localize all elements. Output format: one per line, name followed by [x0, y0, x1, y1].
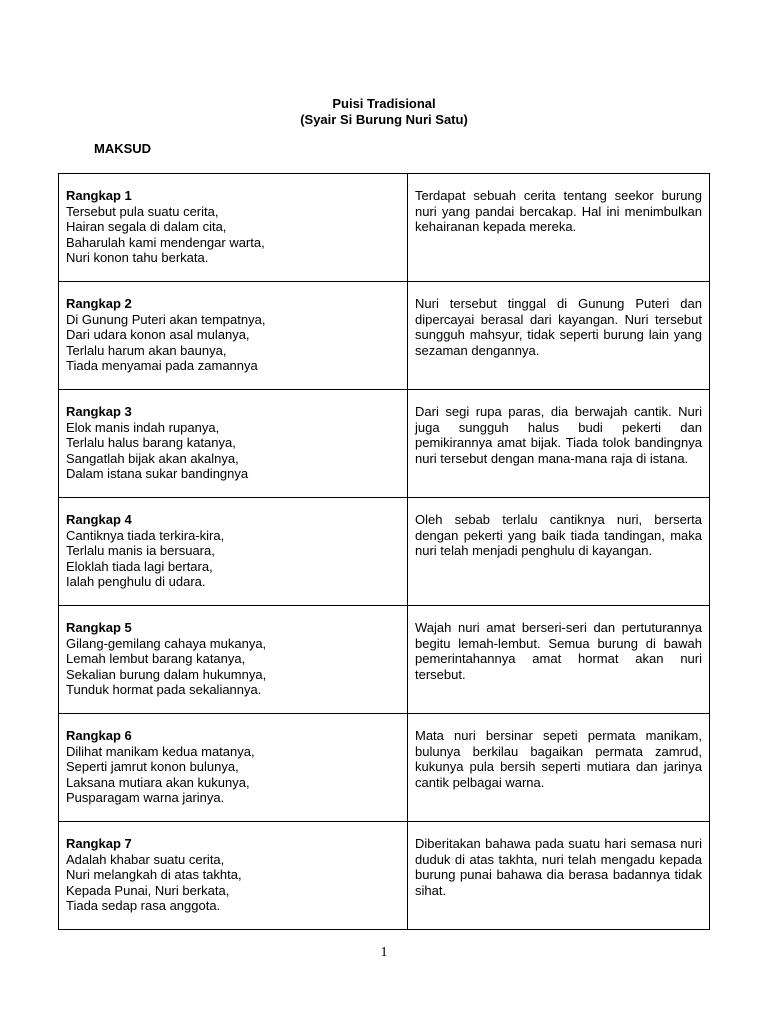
stanza-line: Dilihat manikam kedua matanya, [66, 743, 255, 759]
stanza-row [59, 390, 710, 498]
stanza-label: Rangkap 4 [66, 512, 132, 527]
stanza-line: Cantiknya tiada terkira-kira, [66, 527, 225, 543]
stanza-line: Nuri melangkah di atas takhta, [66, 867, 242, 882]
stanza-row [59, 282, 710, 390]
stanza-line: Elok manis indah rupanya, [66, 419, 220, 435]
stanza-text-cell [59, 498, 408, 606]
stanza-row [59, 498, 710, 606]
stanza-line: Eloklah tiada lagi bertara, [66, 558, 213, 574]
stanza-line: Terlalu harum akan baunya, [66, 342, 227, 358]
stanza-line: Tersebut pula suatu cerita, [66, 203, 219, 219]
stanza-label: Rangkap 6 [66, 728, 132, 743]
document-title: Puisi Tradisional [332, 96, 436, 111]
stanza-row [59, 174, 710, 282]
stanza-label: Rangkap 3 [66, 404, 132, 419]
stanza-line: Tiada menyamai pada zamannya [66, 358, 258, 373]
page-number: 1 [380, 945, 388, 960]
stanza-label: Rangkap 5 [66, 620, 132, 635]
stanza-text-cell [59, 390, 408, 498]
stanza-meaning-cell [408, 282, 710, 390]
stanza-line: Tiada sedap rasa anggota. [66, 898, 221, 913]
document-subtitle: (Syair Si Burung Nuri Satu) [300, 112, 468, 127]
stanza-line: Laksana mutiara akan kukunya, [66, 774, 250, 790]
stanza-line: Sekalian burung dalam hukumnya, [66, 666, 267, 682]
stanza-text-cell [59, 714, 408, 822]
stanza-text-cell [59, 606, 408, 714]
stanza-line: Dari udara konon asal mulanya, [66, 327, 250, 342]
stanza-meaning-cell [408, 390, 710, 498]
stanza-row [59, 714, 710, 822]
stanza-row [59, 606, 710, 714]
stanza-meaning-cell [408, 714, 710, 822]
stanza-label: Rangkap 1 [66, 188, 132, 203]
stanza-line: Tunduk hormat pada sekaliannya. [66, 682, 262, 697]
stanza-meaning: Dari segi rupa paras, dia berwajah cantik. Nuri juga sungguh halus budi pekerti dan pemikirannya amat bijak. Tiada tolok bandingnya nuri tersebut dengan mana-mana raja di istana. [415, 404, 702, 466]
section-heading: MAKSUD [94, 141, 152, 156]
stanza-text-cell [59, 822, 408, 930]
stanza-meaning: Nuri tersebut tinggal di Gunung Puteri dan dipercayai berasal dari kayangan. Nuri tersebut sungguh mahsyur, tidak seperti burung lain yang sezaman dengannya. [415, 296, 702, 358]
stanza-line: Hairan segala di dalam cita, [66, 219, 227, 234]
stanza-meaning-cell [408, 606, 710, 714]
stanza-line: Kepada Punai, Nuri berkata, [66, 882, 230, 898]
stanza-meaning-cell [408, 174, 710, 282]
stanza-line: Terlalu halus barang katanya, [66, 435, 236, 450]
stanza-meaning: Mata nuri bersinar sepeti permata manikam, bulunya berkilau bagaikan permata zamrud, kukunya pula bersih seperti mutiara dan jarinya cantik pelbagai warna. [415, 728, 702, 790]
stanza-line: Baharulah kami mendengar warta, [66, 234, 265, 250]
stanza-meaning: Oleh sebab terlalu cantiknya nuri, berserta dengan pekerti yang baik tiada tandingan, maka nuri telah menjadi penghulu di kayangan. [415, 512, 702, 558]
stanza-line: Gilang-gemilang cahaya mukanya, [66, 635, 267, 651]
stanza-meaning: Terdapat sebuah cerita tentang seekor burung nuri yang pandai bercakap. Hal ini menimbulkan kehairanan kepada mereka. [415, 188, 702, 234]
stanza-text-cell [59, 282, 408, 390]
stanza-meaning: Diberitakan bahawa pada suatu hari semasa nuri duduk di atas takhta, nuri telah mengadu kepada burung punai bahawa dia berasa badannya tidak sihat. [415, 836, 702, 898]
stanza-line: Ialah penghulu di udara. [66, 574, 206, 589]
stanza-label: Rangkap 7 [66, 836, 132, 851]
stanza-line: Dalam istana sukar bandingnya [66, 466, 249, 481]
stanza-text-cell [59, 174, 408, 282]
poem-table [58, 173, 710, 930]
stanza-line: Adalah khabar suatu cerita, [66, 851, 225, 867]
stanza-line: Terlalu manis ia bersuara, [66, 543, 215, 558]
stanza-row [59, 822, 710, 930]
stanza-line: Nuri konon tahu berkata. [66, 250, 209, 265]
stanza-line: Sangatlah bijak akan akalnya, [66, 450, 239, 466]
stanza-meaning: Wajah nuri amat berseri-seri dan pertuturannya begitu lemah-lembut. Semua burung di bawah pemerintahannya amat hormat akan nuri tersebut. [415, 620, 702, 682]
stanza-label: Rangkap 2 [66, 296, 132, 311]
stanza-meaning-cell [408, 498, 710, 606]
stanza-meaning-cell [408, 822, 710, 930]
stanza-line: Pusparagam warna jarinya. [66, 790, 225, 805]
stanza-line: Di Gunung Puteri akan tempatnya, [66, 311, 266, 327]
stanza-line: Lemah lembut barang katanya, [66, 651, 246, 666]
stanza-line: Seperti jamrut konon bulunya, [66, 759, 239, 774]
